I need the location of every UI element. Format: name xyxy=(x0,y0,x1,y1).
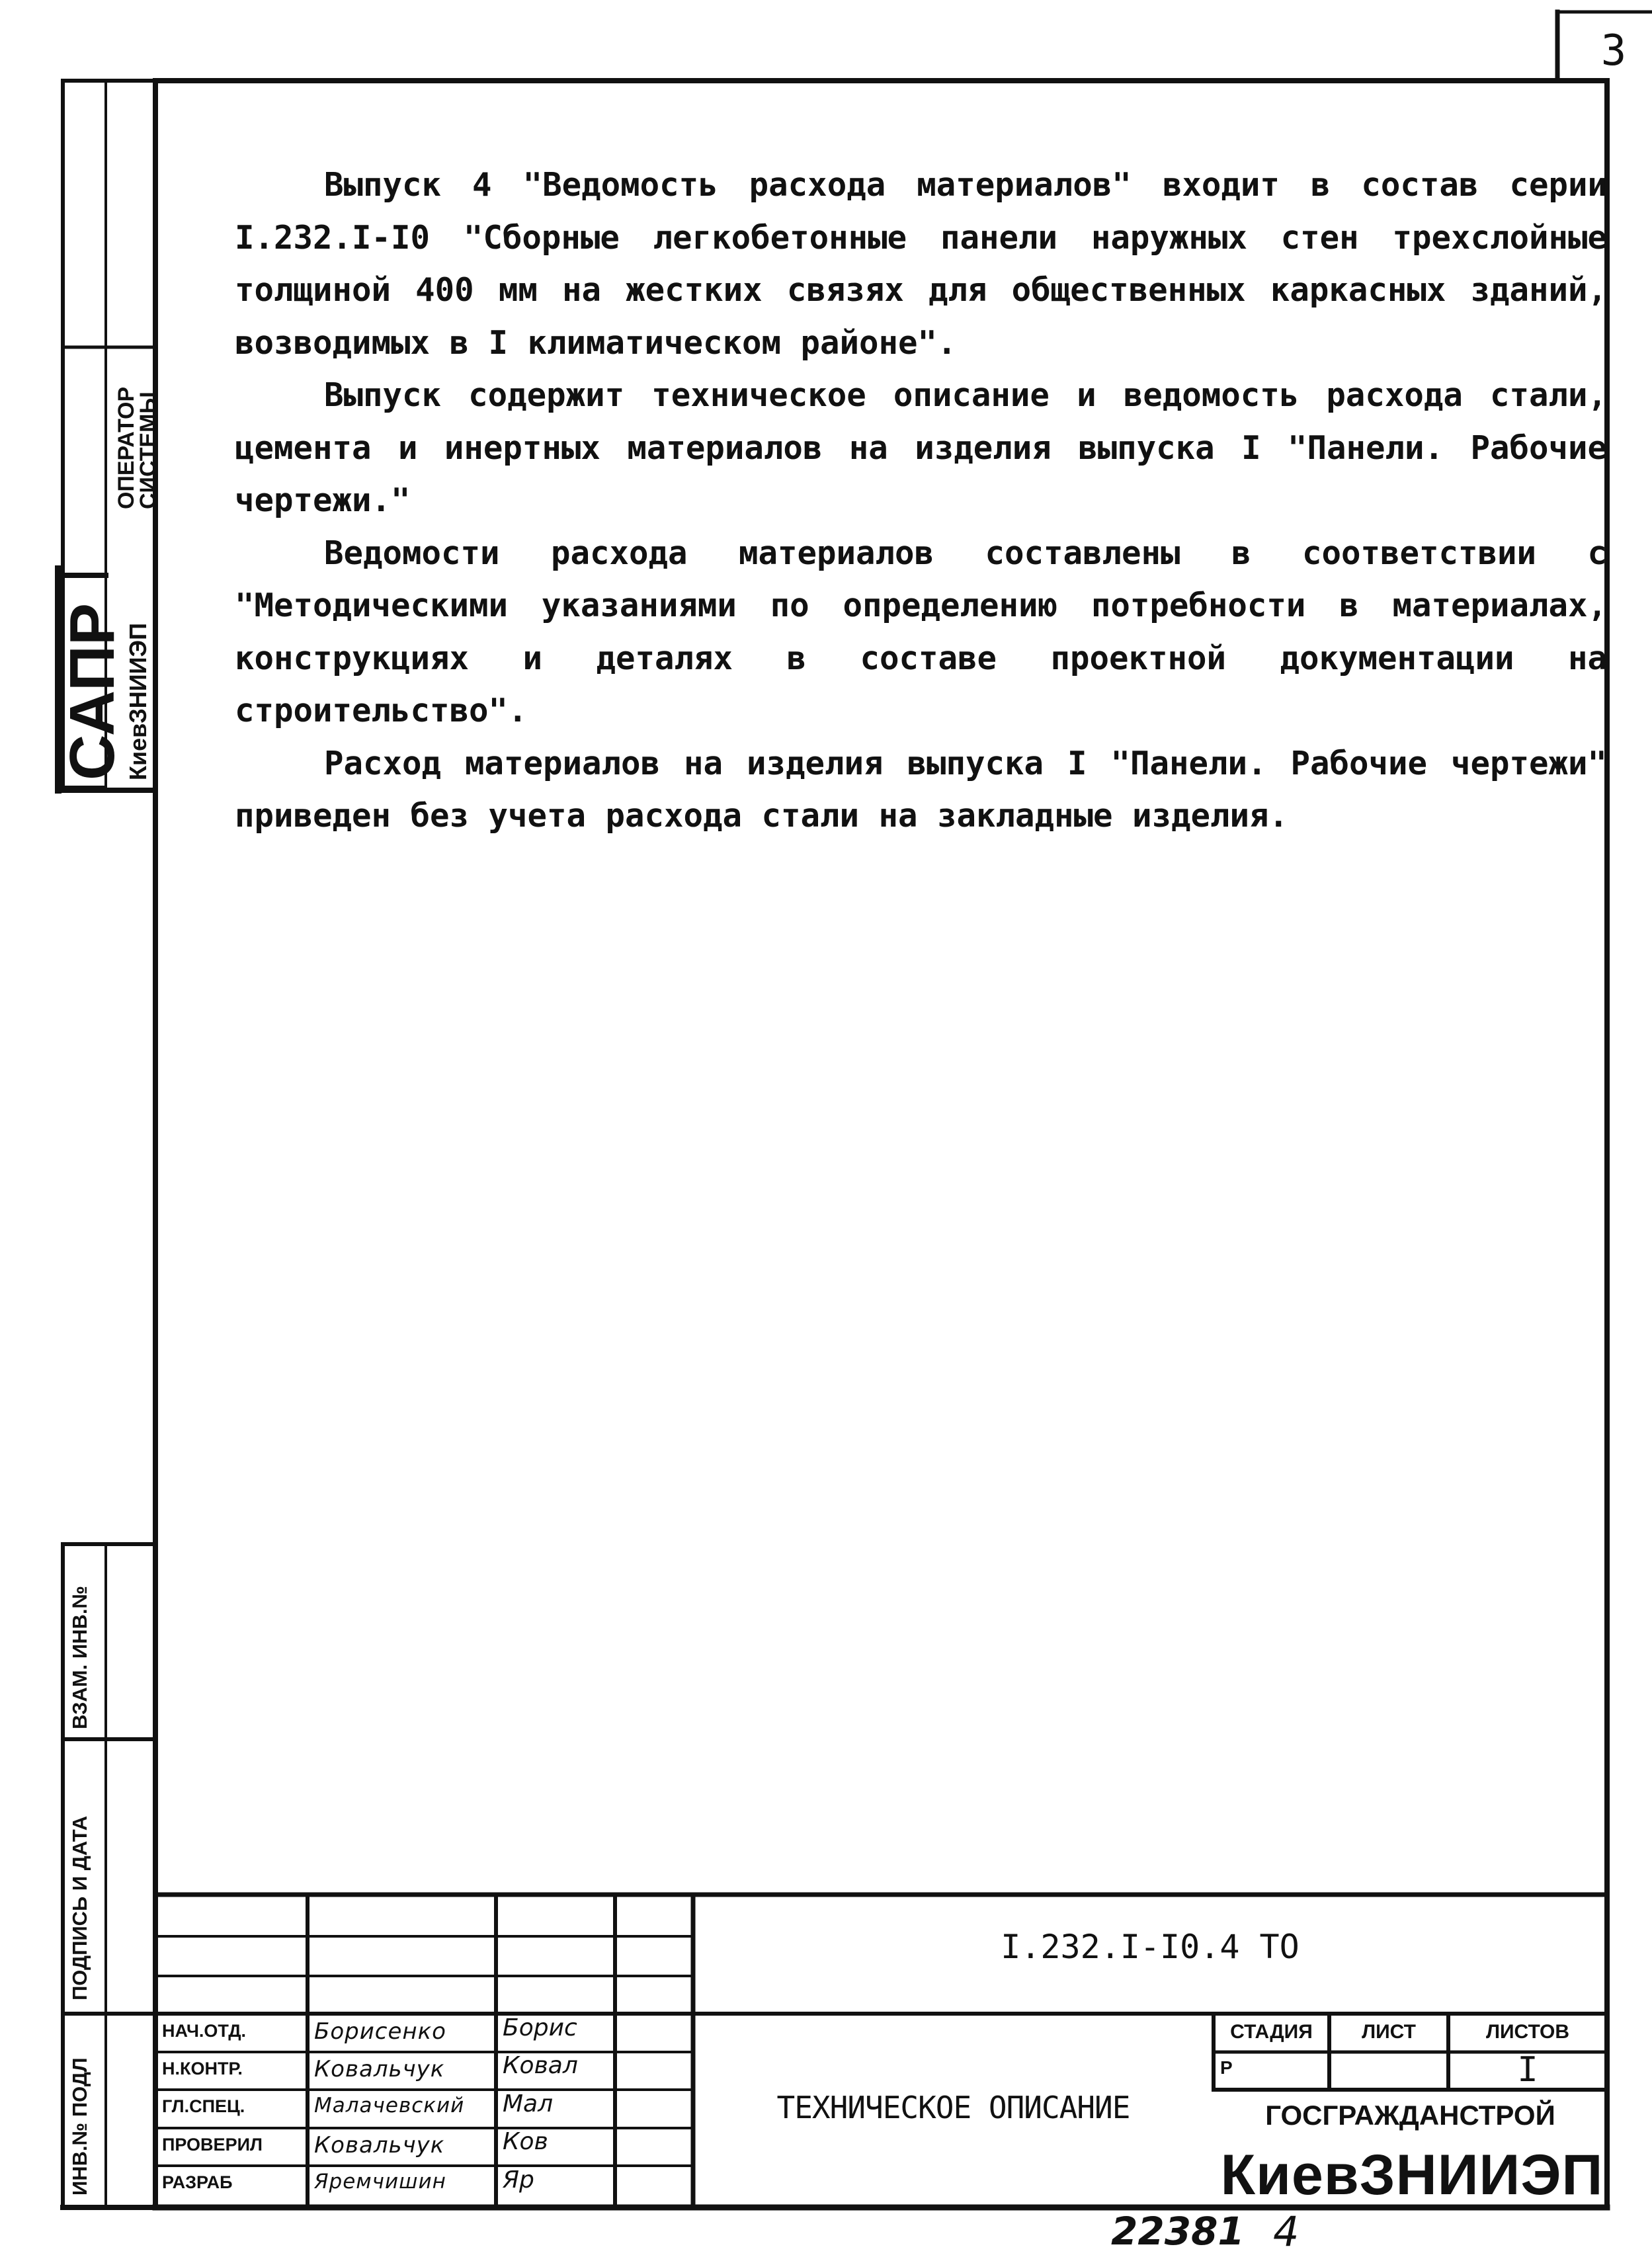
page-number: 3 xyxy=(1600,26,1627,75)
document-designation: I.232.I-I0.4 ТО xyxy=(1001,1928,1300,1966)
sheets-value: I xyxy=(1517,2050,1538,2090)
paragraph: Ведомости расхода материалов составлены в соответствии с "Методическими указаниями по определению потребности в материалах, конструкциях и деталях в составе проектной документации на строительство". xyxy=(235,534,1607,729)
person-name: Борисенко xyxy=(314,2018,446,2045)
stage-header: СТАДИЯ xyxy=(1230,2021,1313,2043)
inv-podl-label: ИНВ.№ ПОДЛ xyxy=(68,2057,91,2196)
role-label: Н.КОНТР. xyxy=(162,2059,243,2078)
sapr-org-label: КиевЗНИИЭП xyxy=(124,622,151,780)
role-label: ПРОВЕРИЛ xyxy=(162,2135,263,2155)
organization-ministry: ГОСГРАЖДАНСТРОЙ xyxy=(1265,2100,1555,2131)
person-name: Ковальчук xyxy=(314,2056,445,2082)
signature: Яр xyxy=(503,2166,534,2194)
paragraph: Выпуск 4 "Ведомость расхода материалов" входит в состав серии I.232.I-I0 "Сборные легкобетонные панели наружных стен трехслойные толщиной 400 мм на жестких связях для общественных каркасных зданий, возводимых в I климатическом районе". xyxy=(235,166,1607,362)
sheet-header: ЛИСТ xyxy=(1362,2021,1416,2043)
signature: Ковал xyxy=(503,2052,578,2079)
organization-name: КиевЗНИИЭП xyxy=(1220,2143,1604,2207)
person-name: Ковальчук xyxy=(314,2132,445,2158)
role-label: ГЛ.СПЕЦ. xyxy=(162,2096,245,2116)
signature: Мал xyxy=(503,2090,554,2117)
document-title: ТЕХНИЧЕСКОЕ ОПИСАНИЕ xyxy=(776,2090,1130,2125)
stage-value: Р xyxy=(1220,2057,1233,2078)
signature: Ков xyxy=(503,2128,548,2155)
person-name: Малачевский xyxy=(314,2094,465,2117)
signature: Борис xyxy=(503,2014,577,2041)
archive-number: 22381 xyxy=(1111,2209,1245,2254)
sheet-format: 4 xyxy=(1273,2207,1300,2256)
paragraph: Выпуск содержит техническое описание и ведомость расхода стали, цемента и инертных материалов на изделия выпуска I "Панели. Рабочие чертежи." xyxy=(235,376,1607,519)
sapr-logo: САПР xyxy=(57,602,128,780)
person-name: Яремчишин xyxy=(314,2170,446,2194)
sheets-header: ЛИСТОВ xyxy=(1485,2021,1570,2043)
system-label: СИСТЕМЫ xyxy=(136,391,161,509)
technical-description-text xyxy=(235,159,1607,842)
role-label: РАЗРАБ xyxy=(162,2172,233,2192)
signature-date-label: ПОДПИСЬ И ДАТА xyxy=(68,1815,91,2000)
vzam-inv-label: ВЗАМ. ИНВ.№ xyxy=(68,1585,91,1729)
operator-label: ОПЕРАТОР xyxy=(114,386,139,509)
role-label: НАЧ.ОТД. xyxy=(162,2021,246,2041)
paragraph: Расход материалов на изделия выпуска I "Панели. Рабочие чертежи" приведен без учета расхода стали на закладные изделия. xyxy=(235,744,1607,835)
